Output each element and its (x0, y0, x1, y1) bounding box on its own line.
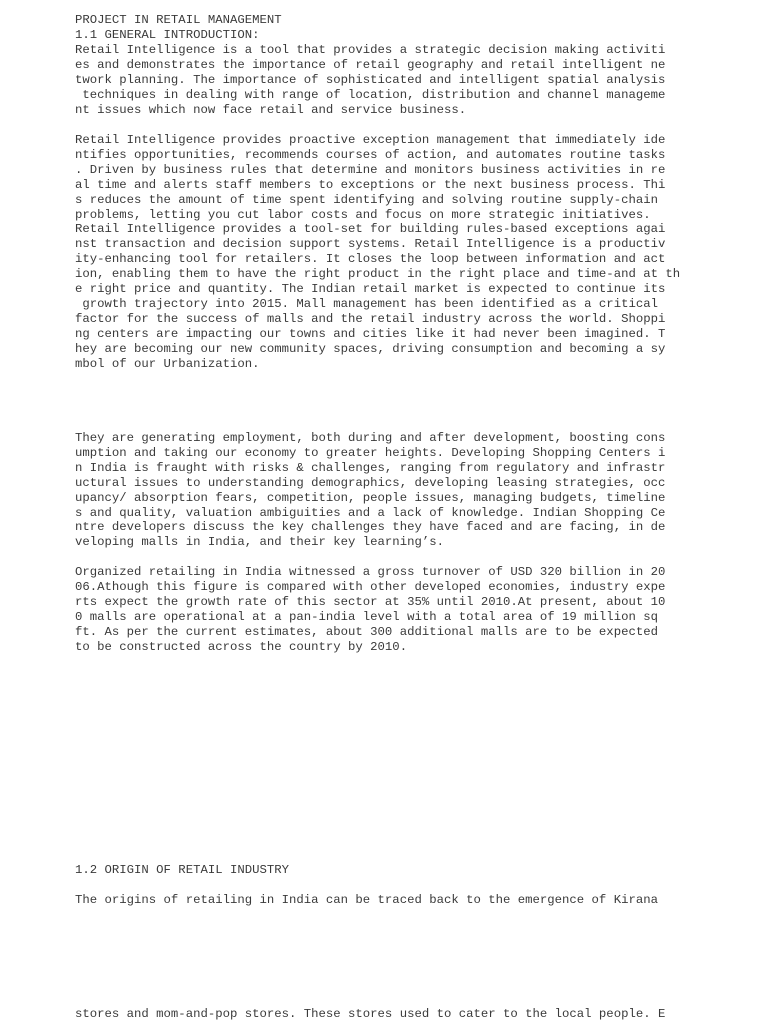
paragraph-employment-challenges (75, 431, 695, 550)
paragraph-line: Retail Intelligence is a tool that provides a strategic decision making activiti (75, 43, 666, 57)
paragraph-line: techniques in dealing with range of location, distribution and channel manageme (75, 87, 666, 102)
paragraph-line: 0 malls are operational at a pan-india level with a total area of 19 million sq (75, 609, 658, 624)
paragraph-line: growth trajectory into 2015. Mall management has been identified as a critical (75, 296, 658, 311)
paragraph-line: 06.Athough this figure is compared with other developed economies, industry expe (75, 579, 666, 594)
paragraph-organized-retailing (75, 565, 695, 654)
paragraph-line: es and demonstrates the importance of retail geography and retail intelligent ne (75, 57, 666, 72)
paragraph-line: hey are becoming our new community spaces, driving consumption and becoming a sy (75, 341, 666, 356)
paragraph-line: They are generating employment, both during and after development, boosting cons (75, 431, 666, 445)
paragraph-mom-and-pop-stores: stores and mom-and-pop stores. These stores used to cater to the local people. E (75, 1007, 666, 1021)
paragraph-line: . Driven by business rules that determine and monitors business activities in re (75, 162, 666, 177)
section-heading-origin-of-retail: 1.2 ORIGIN OF RETAIL INDUSTRY (75, 863, 290, 877)
paragraph-line: Organized retailing in India witnessed a gross turnover of USD 320 billion in 20 (75, 565, 666, 579)
paragraph-line: problems, letting you cut labor costs and focus on more strategic initiatives. (75, 207, 651, 222)
paragraph-origins-kirana: The origins of retailing in India can be traced back to the emergence of Kirana (75, 893, 658, 907)
paragraph-line: nt issues which now face retail and service business. (75, 102, 467, 117)
paragraph-line: Retail Intelligence provides a tool-set for building rules-based exceptions agai (75, 222, 666, 237)
paragraph-line: veloping malls in India, and their key learning’s. (75, 535, 444, 550)
paragraph-line: ft. As per the current estimates, about 300 additional malls are to be expected (75, 624, 658, 639)
document-title: PROJECT IN RETAIL MANAGEMENT (75, 13, 282, 27)
paragraph-line: factor for the success of malls and the retail industry across the world. Shoppi (75, 311, 666, 326)
paragraph-line: mbol of our Urbanization. (75, 356, 260, 371)
paragraph-line: al time and alerts staff members to exceptions or the next business process. Thi (75, 177, 666, 192)
paragraph-line: s and quality, valuation ambiguities and a lack of knowledge. Indian Shopping Ce (75, 505, 666, 520)
paragraph-line: ng centers are impacting our towns and cities like it had never been imagined. T (75, 326, 666, 341)
section-heading-general-introduction: 1.1 GENERAL INTRODUCTION: (75, 28, 260, 42)
paragraph-line: rts expect the growth rate of this sector at 35% until 2010.At present, about 10 (75, 594, 666, 609)
paragraph-line: ion, enabling them to have the right product in the right place and time-and at th (75, 267, 681, 282)
paragraph-line: ity-enhancing tool for retailers. It closes the loop between information and act (75, 252, 666, 267)
paragraph-line: s reduces the amount of time spent identifying and solving routine supply-chain (75, 192, 658, 207)
paragraph-line: Retail Intelligence provides proactive exception management that immediately ide (75, 133, 666, 147)
paragraph-line: ntre developers discuss the key challenges they have faced and are facing, in de (75, 520, 666, 535)
paragraph-line: uctural issues to understanding demographics, developing leasing strategies, occ (75, 475, 666, 490)
paragraph-line: twork planning. The importance of sophisticated and intelligent spatial analysis (75, 72, 666, 87)
paragraph-line: n India is fraught with risks & challenges, ranging from regulatory and infrastr (75, 460, 666, 475)
paragraph-retail-intelligence-intro (75, 43, 695, 118)
paragraph-line: upancy/ absorption fears, competition, people issues, managing budgets, timeline (75, 490, 666, 505)
paragraph-line: umption and taking our economy to greater heights. Developing Shopping Centers i (75, 445, 666, 460)
paragraph-exception-management (75, 133, 695, 372)
paragraph-line: nst transaction and decision support systems. Retail Intelligence is a productiv (75, 237, 666, 252)
paragraph-line: to be constructed across the country by 2010. (75, 639, 408, 654)
paragraph-line: ntifies opportunities, recommends courses of action, and automates routine tasks (75, 147, 666, 162)
paragraph-line: e right price and quantity. The Indian retail market is expected to continue its (75, 282, 666, 297)
